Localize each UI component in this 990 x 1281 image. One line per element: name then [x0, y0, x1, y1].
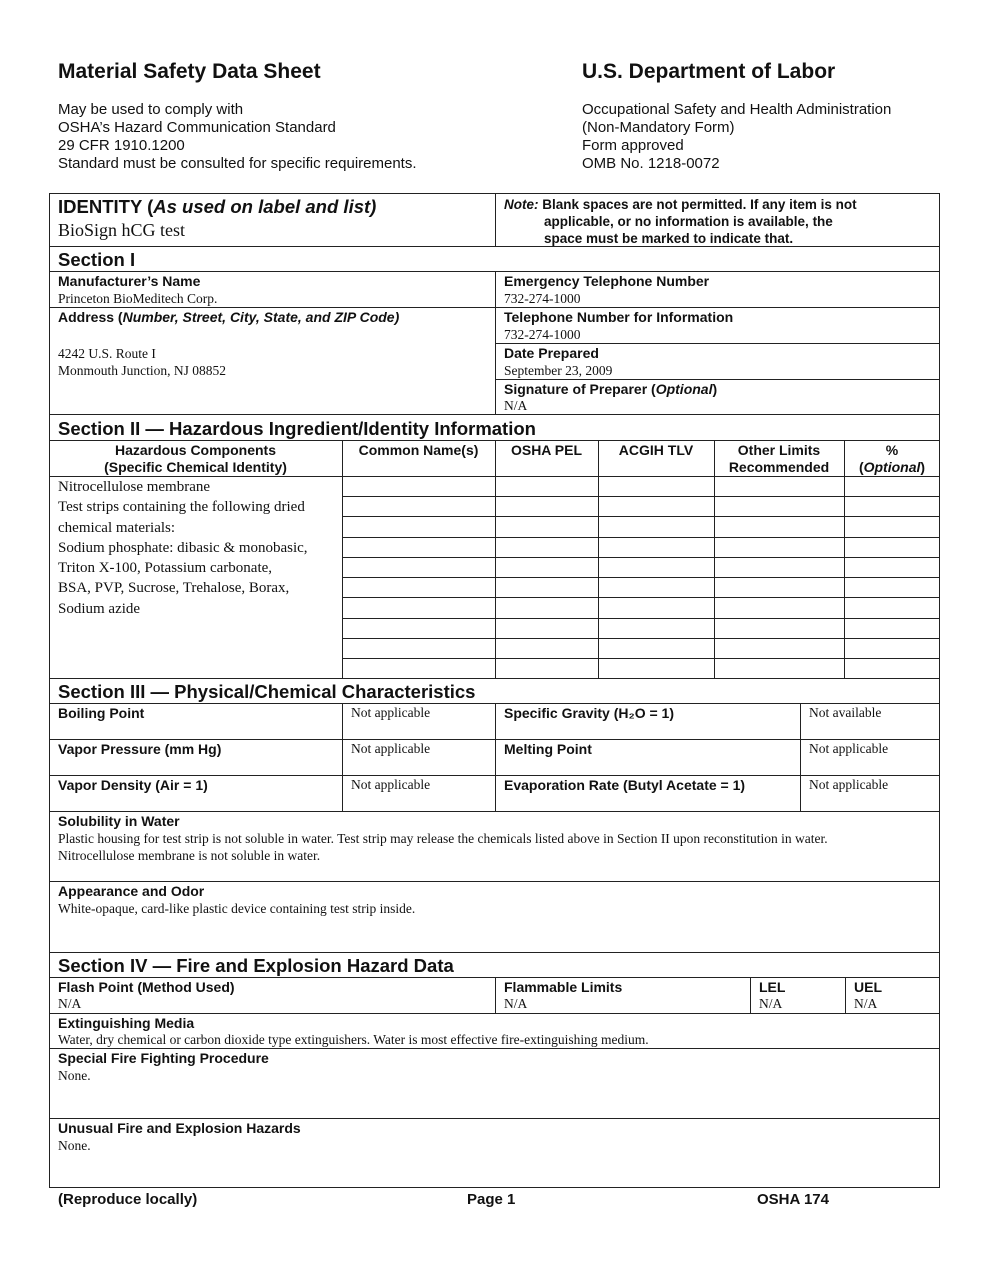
- rule: [342, 440, 343, 678]
- manufacturer-value[interactable]: Princeton BioMeditech Corp.: [58, 291, 218, 306]
- uel-label: UEL: [854, 979, 882, 995]
- uel-value[interactable]: N/A: [854, 996, 878, 1011]
- date-prepared-value[interactable]: September 23, 2009: [504, 363, 613, 378]
- address-label: [58, 309, 399, 325]
- vapor-pressure-label: Vapor Pressure (mm Hg): [58, 741, 222, 757]
- col-header-line: Recommended: [728, 459, 830, 475]
- ingredient-line: Sodium phosphate: dibasic & monobasic,: [58, 539, 308, 556]
- rule: [49, 1048, 940, 1049]
- rule: [342, 577, 940, 578]
- melting-point-value[interactable]: Not applicable: [809, 741, 889, 756]
- specific-gravity-label: Specific Gravity (H₂O = 1): [504, 705, 675, 721]
- ingredient-line: Triton X-100, Potassium carbonate,: [58, 560, 273, 577]
- agency-line: Occupational Safety and Health Administration: [582, 101, 892, 118]
- intro-line: 29 CFR 1910.1200: [58, 137, 185, 154]
- section-1-title: Section I: [58, 249, 136, 270]
- intro-line: Standard must be consulted for specific requirements.: [58, 155, 417, 172]
- rule: [845, 977, 846, 1013]
- rule: [495, 271, 496, 414]
- solubility-line: Plastic housing for test strip is not soluble in water. Test strip may release the chemicals listed above in Section II upon reconstitution in water.: [58, 831, 828, 846]
- rule: [342, 557, 940, 558]
- rule: [495, 379, 940, 380]
- section-2-title: Section II — Hazardous Ingredient/Identity Information: [58, 418, 536, 439]
- optional-text: Optional: [863, 459, 921, 475]
- ingredients-list[interactable]: [58, 477, 340, 619]
- rule: [495, 343, 940, 344]
- specific-gravity-value[interactable]: Not available: [809, 705, 882, 720]
- section-4-title: Section IV — Fire and Explosion Hazard Data: [58, 955, 454, 976]
- identity-note: [504, 196, 857, 247]
- rule: [495, 977, 496, 1013]
- footer-reproduce: (Reproduce locally): [58, 1191, 198, 1208]
- melting-point-label: Melting Point: [504, 741, 592, 757]
- signature-label-text: Signature of Preparer (: [504, 381, 656, 397]
- rule: [342, 658, 940, 659]
- intro-line: OSHA’s Hazard Communication Standard: [58, 119, 336, 136]
- rule: [495, 440, 496, 678]
- footer-form-number: OSHA 174: [757, 1191, 829, 1208]
- lel-value[interactable]: N/A: [759, 996, 783, 1011]
- extinguishing-media-value[interactable]: Water, dry chemical or carbon dioxide type extinguishers. Water is most effective fire-extinguishing medium.: [58, 1032, 649, 1047]
- form-title: Material Safety Data Sheet: [58, 60, 321, 83]
- rule: [750, 977, 751, 1013]
- col-hazardous-components: [49, 442, 342, 476]
- agency-line: (Non-Mandatory Form): [582, 119, 735, 136]
- note-line: applicable, or no information is available, the: [544, 214, 833, 229]
- rule: [49, 881, 940, 882]
- section-3-title: Section III — Physical/Chemical Characteristics: [58, 681, 476, 702]
- address-label-italic: Number, Street, City, State, and ZIP Code): [122, 309, 400, 325]
- col-common-names: Common Name(s): [358, 442, 479, 458]
- vapor-pressure-value[interactable]: Not applicable: [351, 741, 431, 756]
- ingredient-line: Test strips containing the following dried: [58, 499, 305, 516]
- rule: [342, 618, 940, 619]
- signature-value[interactable]: N/A: [504, 398, 528, 413]
- address-line: 4242 U.S. Route I: [58, 346, 156, 361]
- rule: [49, 952, 940, 953]
- unusual-hazards-value[interactable]: None.: [58, 1138, 91, 1153]
- manufacturer-label: Manufacturer’s Name: [58, 273, 201, 289]
- rule: [49, 811, 940, 812]
- address-label-text: Address (: [58, 309, 123, 325]
- rule: [49, 1118, 940, 1119]
- evaporation-rate-label: Evaporation Rate (Butyl Acetate = 1): [504, 777, 746, 793]
- rule: [342, 703, 343, 811]
- form-intro: [58, 101, 417, 173]
- info-phone-value[interactable]: 732-274-1000: [504, 327, 581, 342]
- flash-point-value[interactable]: N/A: [58, 996, 82, 1011]
- ingredient-line: Sodium azide: [58, 600, 141, 617]
- evaporation-rate-value[interactable]: Not applicable: [809, 777, 889, 792]
- rule: [49, 414, 940, 415]
- ingredient-line: BSA, PVP, Sucrose, Trehalose, Borax,: [58, 580, 290, 597]
- unusual-hazards-label: Unusual Fire and Explosion Hazards: [58, 1120, 301, 1136]
- flammable-limits-label: Flammable Limits: [504, 979, 623, 995]
- col-header-line: Other Limits: [737, 442, 821, 458]
- col-other-limits: [714, 442, 844, 476]
- paren: (: [858, 459, 864, 475]
- note-line: space must be marked to indicate that.: [544, 231, 794, 246]
- boiling-point-label: Boiling Point: [58, 705, 145, 721]
- rule: [342, 516, 940, 517]
- note-line: Blank spaces are not permitted. If any item is not: [542, 197, 857, 212]
- special-procedure-label: Special Fire Fighting Procedure: [58, 1050, 269, 1066]
- appearance-label: Appearance and Odor: [58, 883, 205, 899]
- appearance-value[interactable]: White-opaque, card-like plastic device containing test strip inside.: [58, 901, 416, 916]
- special-procedure-value[interactable]: None.: [58, 1068, 91, 1083]
- rule: [49, 678, 940, 679]
- info-phone-label: Telephone Number for Information: [504, 309, 734, 325]
- boiling-point-value[interactable]: Not applicable: [351, 705, 431, 720]
- rule: [49, 1013, 940, 1014]
- intro-line: May be used to comply with: [58, 101, 244, 118]
- col-acgih-tlv: ACGIH TLV: [618, 442, 694, 458]
- signature-label: [504, 381, 717, 397]
- col-percent: [844, 442, 940, 476]
- footer-page-number: Page 1: [467, 1191, 516, 1208]
- note-prefix: Note:: [504, 197, 539, 212]
- agency-line: OMB No. 1218-0072: [582, 155, 720, 172]
- signature-label-italic: Optional: [655, 381, 713, 397]
- col-osha-pel: OSHA PEL: [510, 442, 583, 458]
- date-prepared-label: Date Prepared: [504, 345, 599, 361]
- vapor-density-label: Vapor Density (Air = 1): [58, 777, 208, 793]
- rule: [342, 638, 940, 639]
- rule: [495, 703, 496, 811]
- lel-label: LEL: [759, 979, 786, 995]
- solubility-value[interactable]: [58, 830, 933, 864]
- address-line: Monmouth Junction, NJ 08852: [58, 363, 227, 378]
- identity-label: [58, 196, 376, 218]
- flash-point-label: Flash Point (Method Used): [58, 979, 235, 995]
- address-value[interactable]: [58, 345, 226, 379]
- rule: [495, 193, 496, 246]
- emergency-phone-label: Emergency Telephone Number: [504, 273, 710, 289]
- identity-label-italic: As used on label and list): [153, 196, 377, 217]
- paren: ): [920, 459, 926, 475]
- col-header-line: %: [885, 442, 899, 458]
- flammable-limits-value[interactable]: N/A: [504, 996, 528, 1011]
- col-header-line: [844, 459, 940, 476]
- agency-info: [582, 101, 891, 173]
- solubility-label: Solubility in Water: [58, 813, 180, 829]
- rule: [342, 537, 940, 538]
- agency-line: Form approved: [582, 137, 684, 154]
- identity-label-text: IDENTITY (: [58, 196, 154, 217]
- ingredient-line: chemical materials:: [58, 519, 176, 536]
- rule: [598, 440, 599, 678]
- emergency-phone-value[interactable]: 732-274-1000: [504, 291, 581, 306]
- col-header-line: (Specific Chemical Identity): [104, 459, 287, 475]
- rule: [342, 597, 940, 598]
- signature-label-end: ): [712, 381, 718, 397]
- solubility-line: Nitrocellulose membrane is not soluble in water.: [58, 848, 321, 863]
- identity-value[interactable]: BioSign hCG test: [58, 220, 186, 240]
- extinguishing-media-label: Extinguishing Media: [58, 1015, 195, 1031]
- rule: [800, 703, 801, 811]
- vapor-density-value[interactable]: Not applicable: [351, 777, 431, 792]
- col-header-line: Hazardous Components: [114, 442, 276, 458]
- ingredient-line: Nitrocellulose membrane: [58, 479, 211, 495]
- rule: [342, 496, 940, 497]
- agency-title: U.S. Department of Labor: [582, 60, 836, 83]
